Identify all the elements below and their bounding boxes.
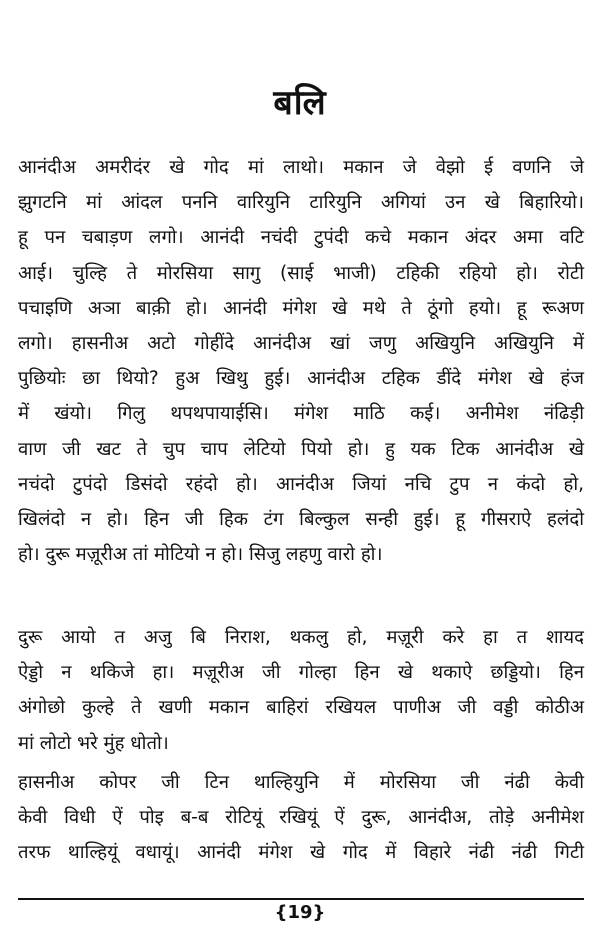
text-line: पचाइणि अञा बाक़ी हो। आनंदी मंगेश खे मथे ते ठूंगो हयो। हू रूअण	[18, 297, 584, 319]
paragraph-3	[18, 765, 584, 871]
text-line: हासनीअ कोपर जी टिन थाल्हियुनि में मोरसिया जी नंढी केवी	[18, 772, 584, 793]
text-line: तरफ थाल्हियूं वधायूं। आनंदी मंगेश खे गोद में विहारे नंढी नंढी गिटी	[18, 842, 584, 864]
text-line: लगो। हासनीअ अटो गोहींदे आनंदीअ खां जणु अखियुनि अखियुनि में	[18, 333, 584, 355]
text-line: आनंदीअ अमरीदंर खे गोद मां लाथो। मकान जे वेझो ई वणनि जे	[18, 157, 584, 178]
chapter-title: बलि	[273, 83, 327, 123]
paragraph-2	[18, 620, 584, 761]
text-line: दुरू आयो त अजु बि निराश, थकलु हो, मज़ूरी करे हा त शायद	[18, 627, 584, 648]
page-number: {19}	[274, 902, 326, 923]
text-line: आई। चुल्हि ते मोरसिया सागु (साई भाजी) टहिकी रहियो हो। रोटी	[18, 262, 584, 284]
text-line: ऐड्डो न थकिजे हा। मज़ूरीअ जी गोल्हा हिन खे थकाऐ छड्डियो। हिन	[18, 662, 584, 684]
text-line: हू पन चबाड़ण लगो। आनंदी नचंदी टुपंदी कचे मकान अंदर अमा वटि	[18, 227, 584, 249]
footer-rule	[18, 898, 584, 900]
text-line: खिलंदो न हो। हिन जी हिक टंग बिल्कुल सन्ही हुई। हू गीसराऐ हलंदो	[18, 509, 584, 531]
text-line: केवी विधी ऐं पोइ ब-ब रोटियूं रखियूं ऐं दुरू, आनंदीअ, तोड़े अनीमेश	[18, 807, 584, 829]
text-line: नचंदो टुपंदो डिसंदो रहंदो हो। आनंदीअ जियां नचि टुप न कंदो हो,	[18, 473, 584, 495]
text-line: पुछियोः छा थियो? हुअ खिथु हुई। आनंदीअ टहिक डींदे मंगेश खे हंज	[18, 368, 584, 390]
text-line: अंगोछो कुल्हे ते खणी मकान बाहिरां रखियल पाणीअ जी वड्डी कोठीअ	[18, 697, 584, 719]
text-line: झुगटनि मां आंदल पननि वारियुनि टारियुनि अगियां उन खे बिहारियो।	[18, 192, 584, 214]
text-line: मां लोटो भरे मुंह धोतो।	[18, 732, 169, 754]
paragraph-1	[18, 150, 584, 572]
text-line: हो। दुरू मज़ूरीअ तां मोटियो न हो। सिजु लहणु वारो हो।	[18, 544, 383, 566]
text-line: में खंयो। गिलु थपथपायाईसि। मंगेश माठि कई। अनीमेश नंढिड़ी	[18, 403, 584, 425]
text-line: वाण जी खट ते चुप चाप लेटियो पियो हो। हु यक टिक आनंदीअ खे	[18, 438, 584, 460]
